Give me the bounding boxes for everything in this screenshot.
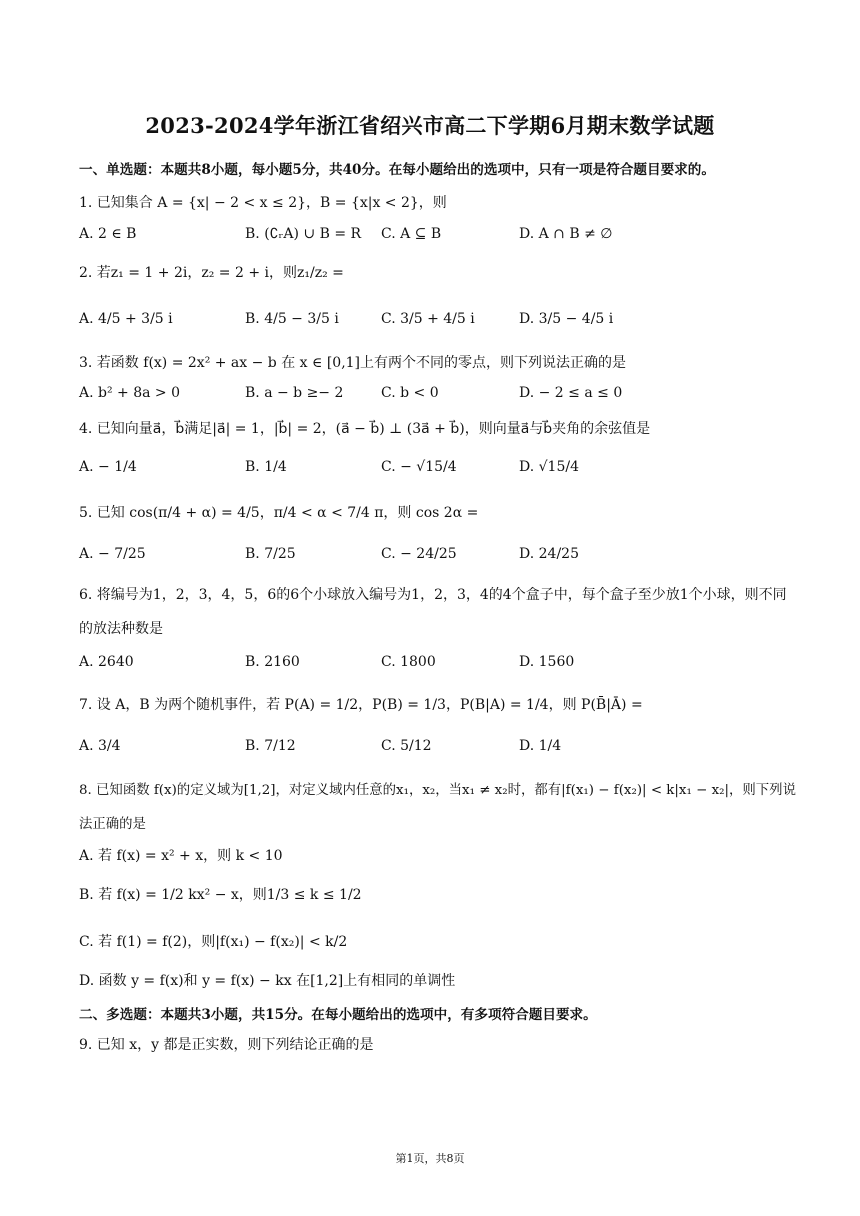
question-8-option-c: C. 若 f(1) = f(2)，则|f(x₁) − f(x₂)| < k/2 (79, 934, 348, 950)
question-6-option-d: D. 1560 (519, 654, 575, 670)
question-7-option-a: A. 3/4 (79, 738, 121, 754)
question-2-options (79, 311, 799, 337)
question-4-stem: 4. 已知向量a⃗，b⃗满足|a⃗| = 1，|b⃗| = 2，(a⃗ − b⃗) ⊥ (3a⃗ + b⃗)，则向量a⃗与b⃗夹角的余弦值是 (79, 421, 651, 437)
question-3-stem: 3. 若函数 f(x) = 2x² + ax − b 在 x ∈ [0,1]上有两个不同的零点，则下列说法正确的是 (79, 355, 627, 371)
question-2-option-c: C. 3/5 + 4/5 i (381, 311, 475, 327)
question-8-option-a: A. 若 f(x) = x² + x，则 k < 10 (79, 848, 283, 864)
question-4-option-c: C. − √15/4 (381, 459, 457, 475)
section-heading-single-choice: 一、单选题：本题共8小题，每小题5分，共40分。在每小题给出的选项中，只有一项是符合题目要求的。 (79, 162, 715, 178)
question-6-stem: 6. 将编号为1，2，3，4，5，6的6个小球放入编号为1，2，3，4的4个盒子中，每个盒子至少放1个小球，则不同的放法种数是 (79, 587, 787, 637)
question-4-option-b: B. 1/4 (245, 459, 287, 475)
question-3-option-c: C. b < 0 (381, 385, 439, 401)
question-5-option-c: C. − 24/25 (381, 546, 457, 562)
question-1-option-a: A. 2 ∈ B (79, 226, 137, 242)
question-8-option-d: D. 函数 y = f(x)和 y = f(x) − kx 在[1,2]上有相同的单调性 (79, 973, 456, 989)
question-2-option-d: D. 3/5 − 4/5 i (519, 311, 614, 327)
question-3-option-d: D. − 2 ≤ a ≤ 0 (519, 385, 623, 401)
question-8-stem: 8. 已知函数 f(x)的定义域为[1,2]，对定义域内任意的x₁，x₂，当x₁ ≠ x₂时，都有|f(x₁) − f(x₂)| < k|x₁ − x₂|，则下列说法正确的是 (79, 783, 796, 832)
question-7-option-c: C. 5/12 (381, 738, 432, 754)
question-7-option-d: D. 1/4 (519, 738, 562, 754)
question-5-stem: 5. 已知 cos(π/4 + α) = 4/5，π/4 < α < 7/4 π，则 cos 2α = (79, 505, 479, 521)
question-6-option-b: B. 2160 (245, 654, 300, 670)
question-7-stem: 7. 设 A，B 为两个随机事件，若 P(A) = 1/2，P(B) = 1/3，P(B|A) = 1/4，则 P(B̄|Ā) = (79, 697, 643, 713)
question-5-option-b: B. 7/25 (245, 546, 296, 562)
question-1-option-b: B. (∁ᵣA) ∪ B = R (245, 226, 362, 242)
question-2-option-a: A. 4/5 + 3/5 i (79, 311, 173, 327)
question-2-stem: 2. 若z₁ = 1 + 2i，z₂ = 2 + i，则z₁/z₂ = (79, 265, 344, 281)
question-3-options (79, 385, 799, 411)
question-1-options (79, 226, 799, 252)
question-4-option-d: D. √15/4 (519, 459, 579, 475)
question-2-option-b: B. 4/5 − 3/5 i (245, 311, 339, 327)
question-1-stem: 1. 已知集合 A = {x| − 2 < x ≤ 2}，B = {x|x < 2}，则 (79, 195, 447, 211)
question-1-option-d: D. A ∩ B ≠ ∅ (519, 226, 613, 242)
question-3-option-b: B. a − b ≥− 2 (245, 385, 344, 401)
question-8-option-b: B. 若 f(x) = 1/2 kx² − x，则1/3 ≤ k ≤ 1/2 (79, 887, 362, 903)
question-1-option-c: C. A ⊆ B (381, 226, 442, 242)
question-7-option-b: B. 7/12 (245, 738, 296, 754)
question-6-option-a: A. 2640 (79, 654, 134, 670)
question-4-options (79, 459, 799, 485)
question-5-option-a: A. − 7/25 (79, 546, 146, 562)
section-heading-multiple-choice: 二、多选题：本题共3小题，共15分。在每小题给出的选项中，有多项符合题目要求。 (79, 1007, 597, 1023)
question-5-option-d: D. 24/25 (519, 546, 579, 562)
page-footer: 第1页，共8页 (395, 1152, 465, 1165)
question-6-options (79, 654, 799, 680)
question-9-stem: 9. 已知 x，y 都是正实数，则下列结论正确的是 (79, 1037, 374, 1053)
question-4-option-a: A. − 1/4 (79, 459, 137, 475)
question-7-options (79, 738, 799, 764)
question-5-options (79, 546, 799, 572)
question-3-option-a: A. b² + 8a > 0 (79, 385, 181, 401)
page-title: 2023-2024学年浙江省绍兴市高二下学期6月期末数学试题 (145, 113, 715, 138)
question-6-option-c: C. 1800 (381, 654, 436, 670)
